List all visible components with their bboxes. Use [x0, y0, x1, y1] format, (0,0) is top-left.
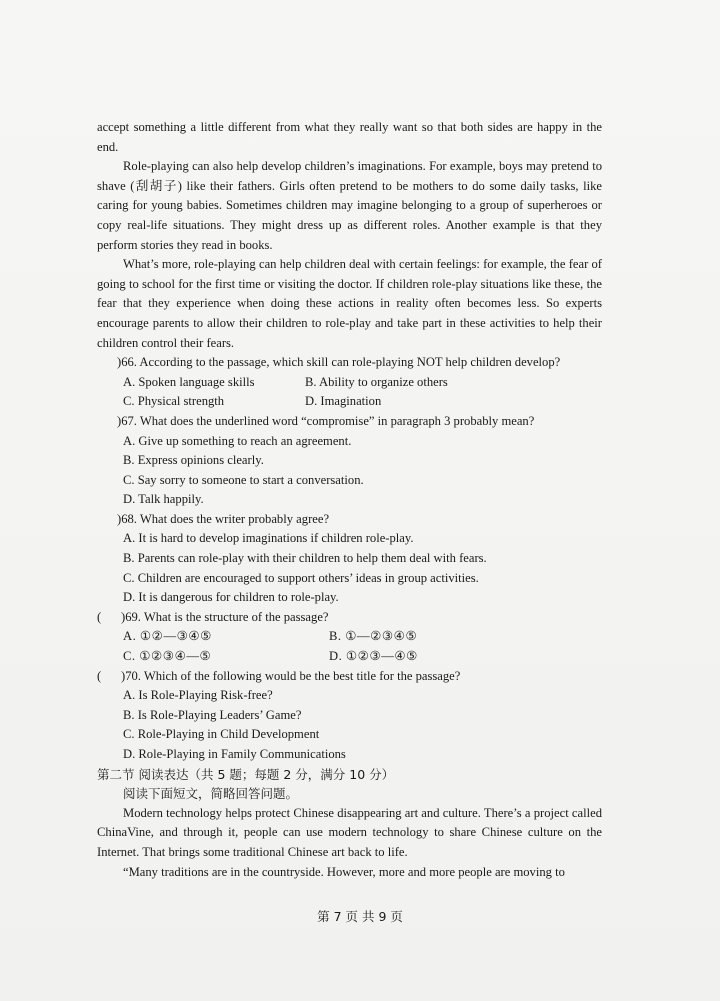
page-content [97, 118, 602, 882]
option-66-c[interactable]: C. Physical strength [123, 394, 225, 409]
option-69-a[interactable]: A. ①②—③④⑤ [123, 629, 212, 644]
page-number-footer: 第 7 页 共 9 页 [317, 909, 403, 924]
question-69-options-row2 [97, 647, 602, 667]
option-68-a[interactable]: A. It is hard to develop imaginations if children role-play. [123, 531, 414, 546]
answer-bracket-69[interactable]: ( [97, 609, 102, 624]
question-70-stem-row [97, 667, 602, 687]
option-66-d[interactable]: D. Imagination [305, 394, 382, 409]
option-66-b[interactable]: B. Ability to organize others [305, 374, 448, 389]
answer-bracket-70[interactable]: ( [97, 668, 102, 683]
passage-paragraph-continuation: accept something a little different from what they really want so that both sides are happy in the end. [97, 120, 602, 154]
question-66-stem: )66. According to the passage, which skill can role-playing NOT help children develop? [117, 355, 561, 370]
option-69-c[interactable]: C. ①②③④—⑤ [123, 649, 212, 664]
passage-paragraph-roleplay-feelings: What’s more, role-playing can help children deal with certain feelings: for example, the fear of going to school for the first time or visiting the doctor. If children role-play situations like these, the fear that they experience when doing these actions in reality often becomes less. So experts encourage parents to allow their children to role-play and take part in these activities to help their children control their fears. [97, 257, 602, 350]
option-70-c[interactable]: C. Role-Playing in Child Development [123, 727, 320, 742]
option-66-a[interactable]: A. Spoken language skills [123, 374, 255, 389]
option-68-c[interactable]: C. Children are encouraged to support others’ ideas in group activities. [123, 570, 479, 585]
option-69-d[interactable]: D. ①②③—④⑤ [329, 649, 418, 664]
section-2-paragraph-1: Modern technology helps protect Chinese disappearing art and culture. There’s a project called ChinaVine, and through it, people can use modern technology to share Chinese culture on the Internet. That brings some traditional Chinese art back to life. [97, 805, 602, 859]
option-67-c[interactable]: C. Say sorry to someone to start a conversation. [123, 472, 364, 487]
option-70-d[interactable]: D. Role-Playing in Family Communications [123, 747, 346, 761]
option-67-a[interactable]: A. Give up something to reach an agreement. [123, 433, 352, 448]
passage-paragraph-roleplay-imagination: Role-playing can also help develop children’s imaginations. For example, boys may pretend to shave (刮胡子) like their fathers. Girls often pretend to be mothers to do some daily tasks, like caring for young babies. Sometimes children may imagine belonging to a group of superheroes or copy real-life situations. They might dress up as different roles. Another example is that they perform stories they read in books. [97, 159, 602, 252]
question-69-stem-row [97, 608, 602, 628]
question-66-options-row1 [97, 373, 602, 393]
option-70-a[interactable]: A. Is Role-Playing Risk-free? [123, 688, 273, 703]
question-66-options-row2 [97, 392, 602, 412]
question-68-stem: )68. What does the writer probably agree? [117, 511, 330, 526]
option-67-d[interactable]: D. Talk happily. [123, 492, 204, 507]
question-70-stem: )70. Which of the following would be the best title for the passage? [121, 668, 461, 683]
section-2-instruction: 阅读下面短文，简略回答问题。 [123, 786, 299, 802]
option-70-b[interactable]: B. Is Role-Playing Leaders’ Game? [123, 707, 302, 722]
option-68-b[interactable]: B. Parents can role-play with their children to help them deal with fears. [123, 551, 487, 566]
option-68-d[interactable]: D. It is dangerous for children to role-play. [123, 590, 339, 605]
option-69-b[interactable]: B. ①—②③④⑤ [329, 629, 418, 644]
question-69-options-row1 [97, 627, 602, 647]
question-69-stem: )69. What is the structure of the passage? [121, 609, 329, 624]
option-67-b[interactable]: B. Express opinions clearly. [123, 453, 264, 468]
section-2-paragraph-2: “Many traditions are in the countryside. However, more and more people are moving to [123, 864, 565, 879]
question-67-stem: )67. What does the underlined word “compromise” in paragraph 3 probably mean? [117, 413, 535, 428]
section-2-title: 第二节 阅读表达（共 5 题；每题 2 分，满分 10 分） [97, 766, 395, 782]
